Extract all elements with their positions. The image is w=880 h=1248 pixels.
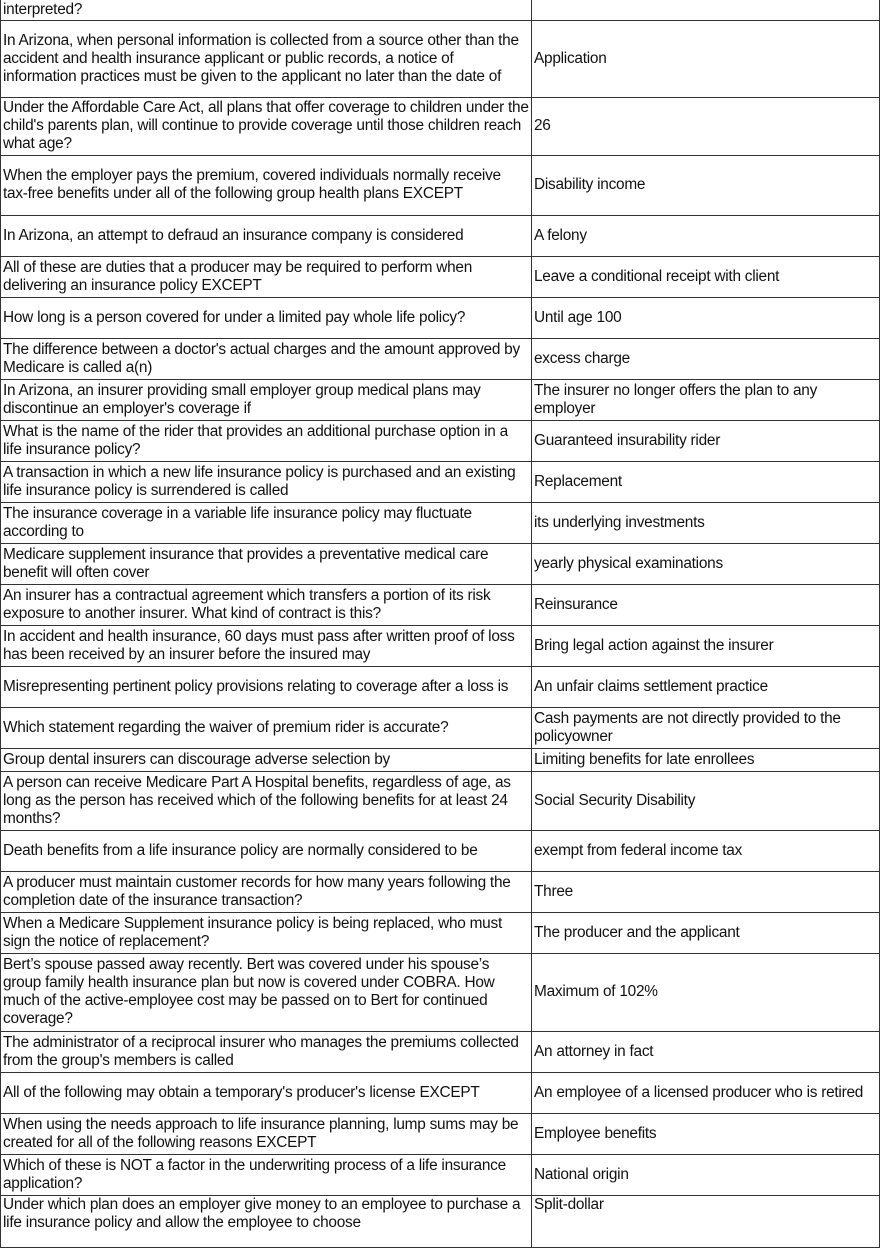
question-cell: Under which plan does an employer give money to an employee to purchase a life insurance policy and allow the employee to choose <box>1 1195 532 1247</box>
question-cell: Bert’s spouse passed away recently. Bert was covered under his spouse’s group family health insurance plan but now is covered under COBRA. How much of the active-employee cost may be passed on to Bert for continued coverage? <box>1 953 532 1031</box>
table-row <box>1 748 880 771</box>
answer-cell: 26 <box>532 97 880 155</box>
table-row <box>1 0 880 20</box>
table-row <box>1 584 880 625</box>
answer-cell: Split-dollar <box>532 1195 880 1247</box>
table-row <box>1 830 880 871</box>
table-row <box>1 707 880 748</box>
answer-cell: Application <box>532 20 880 97</box>
table-row <box>1 625 880 666</box>
question-cell: Misrepresenting pertinent policy provisions relating to coverage after a loss is <box>1 666 532 707</box>
table-row <box>1 1113 880 1154</box>
question-cell: A transaction in which a new life insurance policy is purchased and an existing life insurance policy is surrendered is called <box>1 461 532 502</box>
answer-cell: Bring legal action against the insurer <box>532 625 880 666</box>
answer-cell: An employee of a licensed producer who is retired <box>532 1072 880 1113</box>
question-cell: The difference between a doctor's actual charges and the amount approved by Medicare is called a(n) <box>1 338 532 379</box>
table-row <box>1 502 880 543</box>
answer-cell: Social Security Disability <box>532 771 880 830</box>
table-row <box>1 666 880 707</box>
table-row <box>1 953 880 1031</box>
table-row <box>1 256 880 297</box>
question-cell: In Arizona, an insurer providing small employer group medical plans may discontinue an employer's coverage if <box>1 379 532 420</box>
answer-cell: The insurer no longer offers the plan to any employer <box>532 379 880 420</box>
answer-cell: Cash payments are not directly provided to the policyowner <box>532 707 880 748</box>
qa-table-body <box>1 0 880 1247</box>
table-row <box>1 912 880 953</box>
question-cell: All of the following may obtain a temporary's producer's license EXCEPT <box>1 1072 532 1113</box>
question-cell: In Arizona, when personal information is collected from a source other than the accident and health insurance applicant or public records, a notice of information practices must be given to the applicant no later than the date of <box>1 20 532 97</box>
question-cell: In Arizona, an attempt to defraud an insurance company is considered <box>1 215 532 256</box>
question-cell: In accident and health insurance, 60 days must pass after written proof of loss has been received by an insurer before the insured may <box>1 625 532 666</box>
table-row <box>1 543 880 584</box>
question-cell: Which statement regarding the waiver of premium rider is accurate? <box>1 707 532 748</box>
table-row <box>1 155 880 215</box>
table-row <box>1 1031 880 1072</box>
answer-cell: Reinsurance <box>532 584 880 625</box>
answer-cell: Until age 100 <box>532 297 880 338</box>
table-row <box>1 420 880 461</box>
answer-cell: Three <box>532 871 880 912</box>
answer-cell: Disability income <box>532 155 880 215</box>
table-row <box>1 771 880 830</box>
answer-cell: yearly physical examinations <box>532 543 880 584</box>
answer-cell: excess charge <box>532 338 880 379</box>
table-row <box>1 1195 880 1247</box>
question-cell: Medicare supplement insurance that provides a preventative medical care benefit will often cover <box>1 543 532 584</box>
table-row <box>1 1072 880 1113</box>
answer-cell: An attorney in fact <box>532 1031 880 1072</box>
question-cell: When the employer pays the premium, covered individuals normally receive tax-free benefits under all of the following group health plans EXCEPT <box>1 155 532 215</box>
question-cell: An insurer has a contractual agreement which transfers a portion of its risk exposure to another insurer. What kind of contract is this? <box>1 584 532 625</box>
question-cell: When a Medicare Supplement insurance policy is being replaced, who must sign the notice of replacement? <box>1 912 532 953</box>
table-row <box>1 871 880 912</box>
answer-cell: Replacement <box>532 461 880 502</box>
answer-cell: An unfair claims settlement practice <box>532 666 880 707</box>
question-cell: All of these are duties that a producer may be required to perform when delivering an insurance policy EXCEPT <box>1 256 532 297</box>
question-cell: The administrator of a reciprocal insurer who manages the premiums collected from the group's members is called <box>1 1031 532 1072</box>
table-row <box>1 338 880 379</box>
question-cell: The insurance coverage in a variable life insurance policy may fluctuate according to <box>1 502 532 543</box>
table-row <box>1 379 880 420</box>
answer-cell: National origin <box>532 1154 880 1195</box>
table-row <box>1 20 880 97</box>
question-cell: Under the Affordable Care Act, all plans that offer coverage to children under the child's parents plan, will continue to provide coverage until those children reach what age? <box>1 97 532 155</box>
answer-cell: its underlying investments <box>532 502 880 543</box>
answer-cell: A felony <box>532 215 880 256</box>
question-cell: When using the needs approach to life insurance planning, lump sums may be created for all of the following reasons EXCEPT <box>1 1113 532 1154</box>
answer-cell: Limiting benefits for late enrollees <box>532 748 880 771</box>
answer-cell: exempt from federal income tax <box>532 830 880 871</box>
table-row <box>1 297 880 338</box>
table-row <box>1 97 880 155</box>
question-cell: How long is a person covered for under a limited pay whole life policy? <box>1 297 532 338</box>
table-row <box>1 461 880 502</box>
question-cell: Death benefits from a life insurance policy are normally considered to be <box>1 830 532 871</box>
answer-cell: Maximum of 102% <box>532 953 880 1031</box>
question-cell: interpreted? <box>1 0 532 20</box>
answer-cell: Employee benefits <box>532 1113 880 1154</box>
question-cell: Which of these is NOT a factor in the underwriting process of a life insurance application? <box>1 1154 532 1195</box>
answer-cell: Guaranteed insurability rider <box>532 420 880 461</box>
question-cell: Group dental insurers can discourage adverse selection by <box>1 748 532 771</box>
table-row <box>1 215 880 256</box>
answer-cell: The producer and the applicant <box>532 912 880 953</box>
answer-cell <box>532 0 880 20</box>
table-row <box>1 1154 880 1195</box>
question-cell: A producer must maintain customer records for how many years following the completion date of the insurance transaction? <box>1 871 532 912</box>
question-cell: A person can receive Medicare Part A Hospital benefits, regardless of age, as long as the person has received which of the following benefits for at least 24 months? <box>1 771 532 830</box>
question-cell: What is the name of the rider that provides an additional purchase option in a life insurance policy? <box>1 420 532 461</box>
answer-cell: Leave a conditional receipt with client <box>532 256 880 297</box>
